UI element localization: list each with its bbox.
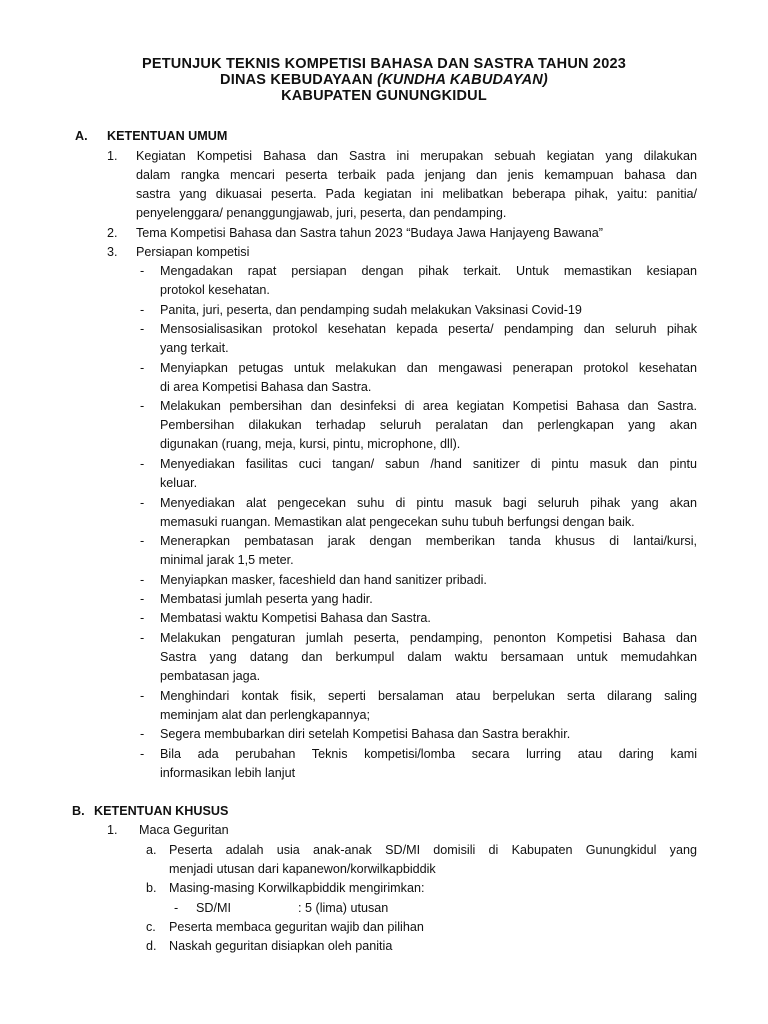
- bullet-10-dash: -: [140, 592, 145, 606]
- bullet-5-dash: -: [140, 399, 145, 413]
- sub-a-line-2: menjadi utusan dari kapanewon/korwilkapbiddik: [169, 862, 436, 876]
- item-2-number: 2.: [107, 226, 118, 240]
- item-2-text: Tema Kompetisi Bahasa dan Sastra tahun 2023 “Budaya Jawa Hanjayeng Bawana”: [136, 226, 603, 240]
- bullet-13-line-1: Menghindari kontak fisik, seperti bersalaman atau berpelukan serta dilarang saling: [160, 689, 697, 703]
- bullet-9-line-1: Menyiapkan masker, faceshield dan hand sanitizer pribadi.: [160, 573, 487, 587]
- bullet-14-line-1: Segera membubarkan diri setelah Kompetisi Bahasa dan Sastra berakhir.: [160, 727, 571, 741]
- title-line-2: [0, 72, 768, 88]
- bullet-9-dash: -: [140, 573, 145, 587]
- item-1-line-4: penyelenggara/ penanggungjawab, juri, peserta, dan pendamping.: [136, 206, 507, 220]
- bullet-12-line-1: Melakukan pengaturan jumlah peserta, pendamping, penonton Kompetisi Bahasa dan: [160, 631, 697, 645]
- sub-b-line-1: Masing-masing Korwilkapbiddik mengirimkan:: [169, 881, 425, 895]
- title-line-2-italic: (KUNDHA KABUDAYAN): [377, 72, 548, 88]
- item-1-line-1: Kegiatan Kompetisi Bahasa dan Sastra ini merupakan sebuah kegiatan yang dilakukan: [136, 149, 697, 163]
- title-line-1: PETUNJUK TEKNIS KOMPETISI BAHASA DAN SASTRA TAHUN 2023: [142, 56, 626, 72]
- bullet-14-dash: -: [140, 727, 145, 741]
- section-a-heading: KETENTUAN UMUM: [107, 129, 228, 143]
- bullet-15-dash: -: [140, 747, 145, 761]
- bullet-6-dash: -: [140, 457, 145, 471]
- item-1-number: 1.: [107, 149, 118, 163]
- sub-c-letter: c.: [146, 920, 156, 934]
- bullet-12-line-2: Sastra yang datang dan berkumpul dalam waktu bersamaan untuk memudahkan: [160, 650, 697, 664]
- bullet-4-line-2: di area Kompetisi Bahasa dan Sastra.: [160, 380, 372, 394]
- bullet-5-line-3: digunakan (ruang, meja, kursi, pintu, microphone, dll).: [160, 437, 461, 451]
- sub-c-line-1: Peserta membaca geguritan wajib dan pilihan: [169, 920, 424, 934]
- bullet-7-line-1: Menyediakan alat pengecekan suhu di pintu masuk bagi seluruh pihak yang akan: [160, 496, 697, 510]
- bullet-1-line-1: Mengadakan rapat persiapan dengan pihak terkait. Untuk memastikan kesiapan: [160, 264, 697, 278]
- b-item-1-number: 1.: [107, 823, 118, 837]
- quota-value: : 5 (lima) utusan: [298, 901, 389, 915]
- bullet-12-line-3: pembatasan jaga.: [160, 669, 261, 683]
- bullet-1-dash: -: [140, 264, 145, 278]
- document-title: [0, 56, 768, 104]
- sub-d-line-1: Naskah geguritan disiapkan oleh panitia: [169, 939, 393, 953]
- bullet-8-line-2: minimal jarak 1,5 meter.: [160, 553, 294, 567]
- sub-d-letter: d.: [146, 939, 157, 953]
- item-1-line-2: dalam rangka mencari peserta terbaik pada jenjang dan jenis kemampuan bahasa dan: [136, 168, 697, 182]
- bullet-7-dash: -: [140, 496, 145, 510]
- bullet-3-line-1: Mensosialisasikan protokol kesehatan kepada peserta/ pendamping dan seluruh pihak: [160, 322, 697, 336]
- bullet-8-line-1: Menerapkan pembatasan jarak dengan memberikan tanda khusus di lantai/kursi,: [160, 534, 697, 548]
- item-3-text: Persiapan kompetisi: [136, 245, 250, 259]
- bullet-5-line-1: Melakukan pembersihan dan desinfeksi di area kegiatan Kompetisi Bahasa dan Sastra.: [160, 399, 697, 413]
- title-line-3: KABUPATEN GUNUNGKIDUL: [281, 88, 487, 104]
- bullet-2-line-1: Panita, juri, peserta, dan pendamping sudah melakukan Vaksinasi Covid-19: [160, 303, 582, 317]
- bullet-11-line-1: Membatasi waktu Kompetisi Bahasa dan Sastra.: [160, 611, 431, 625]
- bullet-8-dash: -: [140, 534, 145, 548]
- section-b-heading: KETENTUAN KHUSUS: [94, 804, 229, 818]
- bullet-10-line-1: Membatasi jumlah peserta yang hadir.: [160, 592, 373, 606]
- bullet-3-line-2: yang terkait.: [160, 341, 229, 355]
- quota-dash: -: [174, 901, 179, 915]
- item-3-number: 3.: [107, 245, 118, 259]
- bullet-6-line-1: Menyediakan fasilitas cuci tangan/ sabun /hand sanitizer di pintu masuk dan pintu: [160, 457, 697, 471]
- bullet-15-line-2: informasikan lebih lanjut: [160, 766, 296, 780]
- title-line-2-prefix: DINAS KEBUDAYAAN: [220, 72, 373, 88]
- bullet-6-line-2: keluar.: [160, 476, 198, 490]
- bullet-3-dash: -: [140, 322, 145, 336]
- bullet-4-line-1: Menyiapkan petugas untuk melakukan dan mengawasi penerapan protokol kesehatan: [160, 361, 697, 375]
- sub-b-letter: b.: [146, 881, 157, 895]
- sub-a-letter: a.: [146, 843, 157, 857]
- bullet-13-dash: -: [140, 689, 145, 703]
- sub-a-line-1: Peserta adalah usia anak-anak SD/MI domisili di Kabupaten Gunungkidul yang: [169, 843, 697, 857]
- bullet-2-dash: -: [140, 303, 145, 317]
- section-a-letter: A.: [75, 129, 88, 143]
- section-b-letter: B.: [72, 804, 85, 818]
- bullet-11-dash: -: [140, 611, 145, 625]
- bullet-1-line-2: protokol kesehatan.: [160, 283, 270, 297]
- bullet-5-line-2: Pembersihan dilakukan terhadap seluruh peralatan dan perlengkapan yang akan: [160, 418, 697, 432]
- item-1-line-3: sastra yang dikuasai peserta. Pada kegiatan ini melibatkan beberapa pihak, yaitu: panitia/: [136, 187, 697, 201]
- quota-level: SD/MI: [196, 901, 231, 915]
- b-item-1-label: Maca Geguritan: [139, 823, 229, 837]
- bullet-13-line-2: meminjam alat dan perlengkapannya;: [160, 708, 371, 722]
- bullet-4-dash: -: [140, 361, 145, 375]
- bullet-7-line-2: memasuki ruangan. Memastikan alat pengecekan suhu tubuh berfungsi dengan baik.: [160, 515, 635, 529]
- bullet-12-dash: -: [140, 631, 145, 645]
- bullet-15-line-1: Bila ada perubahan Teknis kompetisi/lomba secara lurring atau daring kami: [160, 747, 697, 761]
